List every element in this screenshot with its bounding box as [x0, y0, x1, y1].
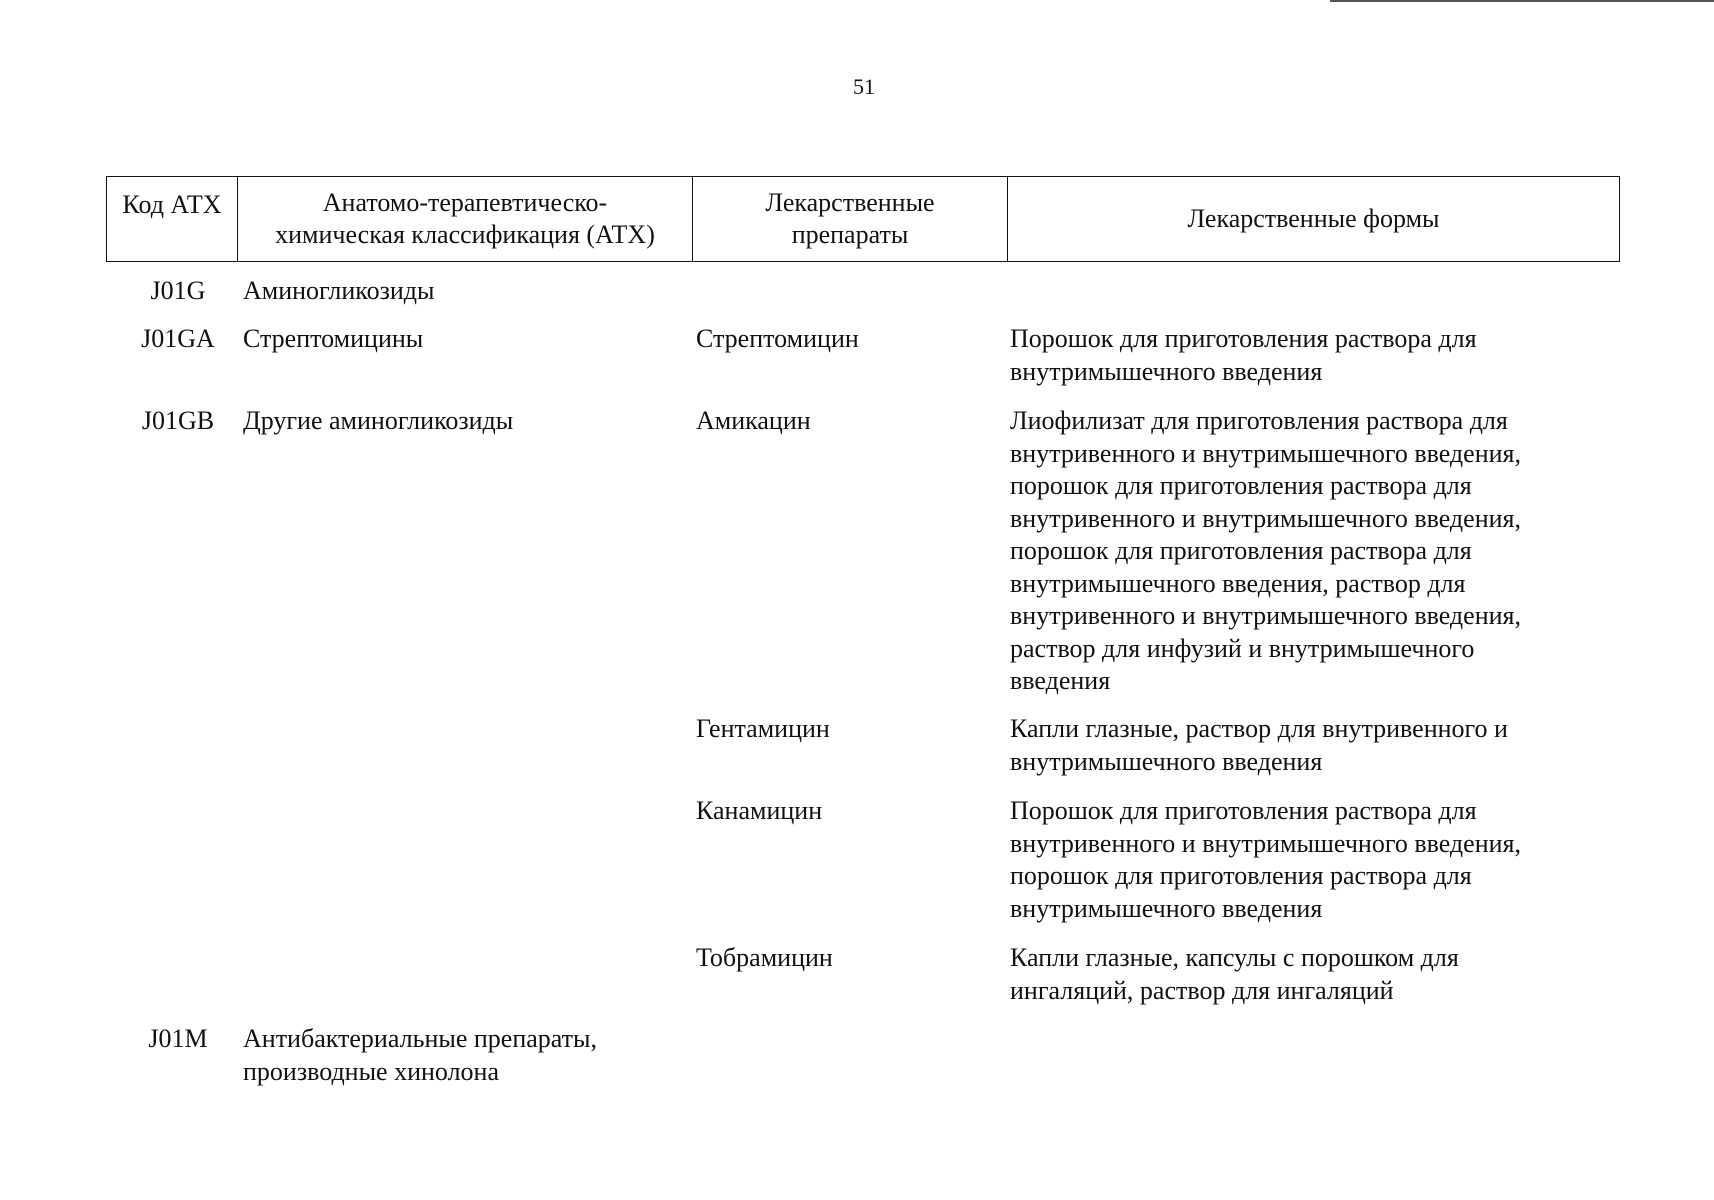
form-line: раствор для инфузий и внутримышечного	[1010, 633, 1475, 663]
row-drug: Канамицин	[696, 796, 823, 825]
row-atc-name	[243, 1023, 597, 1088]
form-line: внутримышечного введения	[1010, 356, 1323, 386]
header-drugs-line2: препараты	[791, 220, 909, 249]
row-code: J01GA	[141, 324, 215, 353]
form-line: Порошок для приготовления раствора для	[1010, 324, 1477, 353]
header-atc-classification	[238, 177, 693, 262]
row-code: J01GB	[141, 406, 215, 435]
atc-name-line: Антибактериальные препараты,	[243, 1024, 597, 1053]
row-drug: Стрептомицин	[696, 324, 859, 353]
row-atc-name: Стрептомицины	[243, 324, 424, 353]
form-line: внутривенного и внутримышечного введения,	[1010, 503, 1521, 533]
form-line: внутривенного и внутримышечного введения,	[1010, 438, 1521, 468]
row-code: J01M	[148, 1024, 208, 1053]
row-forms	[1010, 795, 1630, 925]
row-forms	[1010, 405, 1630, 698]
header-atc-line2: химическая классификация (АТХ)	[275, 220, 655, 249]
header-drugs	[693, 177, 1008, 262]
top-rule	[1330, 0, 1714, 2]
form-line: внутривенного и внутримышечного введения,	[1010, 828, 1521, 858]
row-drug: Гентамицин	[696, 714, 830, 743]
header-code: Код АТХ	[107, 177, 238, 262]
header-drugs-line1: Лекарственные	[765, 188, 935, 217]
row-drug: Тобрамицин	[696, 943, 833, 972]
form-line: внутримышечного введения	[1010, 746, 1323, 776]
row-drug: Амикацин	[696, 406, 811, 435]
row-atc-name: Другие аминогликозиды	[243, 406, 514, 435]
form-line: Лиофилизат для приготовления раствора для	[1010, 406, 1508, 435]
row-forms	[1010, 323, 1630, 388]
row-forms	[1010, 942, 1630, 1007]
form-line: введения	[1010, 666, 1111, 695]
header-atc-line1: Анатомо-терапевтическо-	[322, 188, 608, 217]
row-code: J01G	[150, 276, 206, 305]
form-line: порошок для приготовления раствора для	[1010, 471, 1472, 500]
page-number: 51	[853, 74, 875, 99]
form-line: Капли глазные, раствор для внутривенного и	[1010, 714, 1508, 743]
header-forms: Лекарственные формы	[1008, 177, 1620, 262]
form-line: внутримышечного введения	[1010, 893, 1323, 923]
form-line: ингаляций, раствор для ингаляций	[1010, 975, 1394, 1005]
table-header	[106, 176, 1620, 262]
form-line: внутримышечного введения, раствор для	[1010, 568, 1466, 598]
atc-name-line: производные хинолона	[243, 1056, 500, 1086]
form-line: внутривенного и внутримышечного введения,	[1010, 601, 1521, 630]
row-atc-name: Аминогликозиды	[243, 276, 435, 305]
header-row	[107, 177, 1620, 262]
form-line: порошок для приготовления раствора для	[1010, 861, 1472, 890]
form-line: порошок для приготовления раствора для	[1010, 536, 1472, 565]
row-forms	[1010, 713, 1630, 778]
form-line: Порошок для приготовления раствора для	[1010, 796, 1477, 825]
form-line: Капли глазные, капсулы с порошком для	[1010, 943, 1459, 972]
